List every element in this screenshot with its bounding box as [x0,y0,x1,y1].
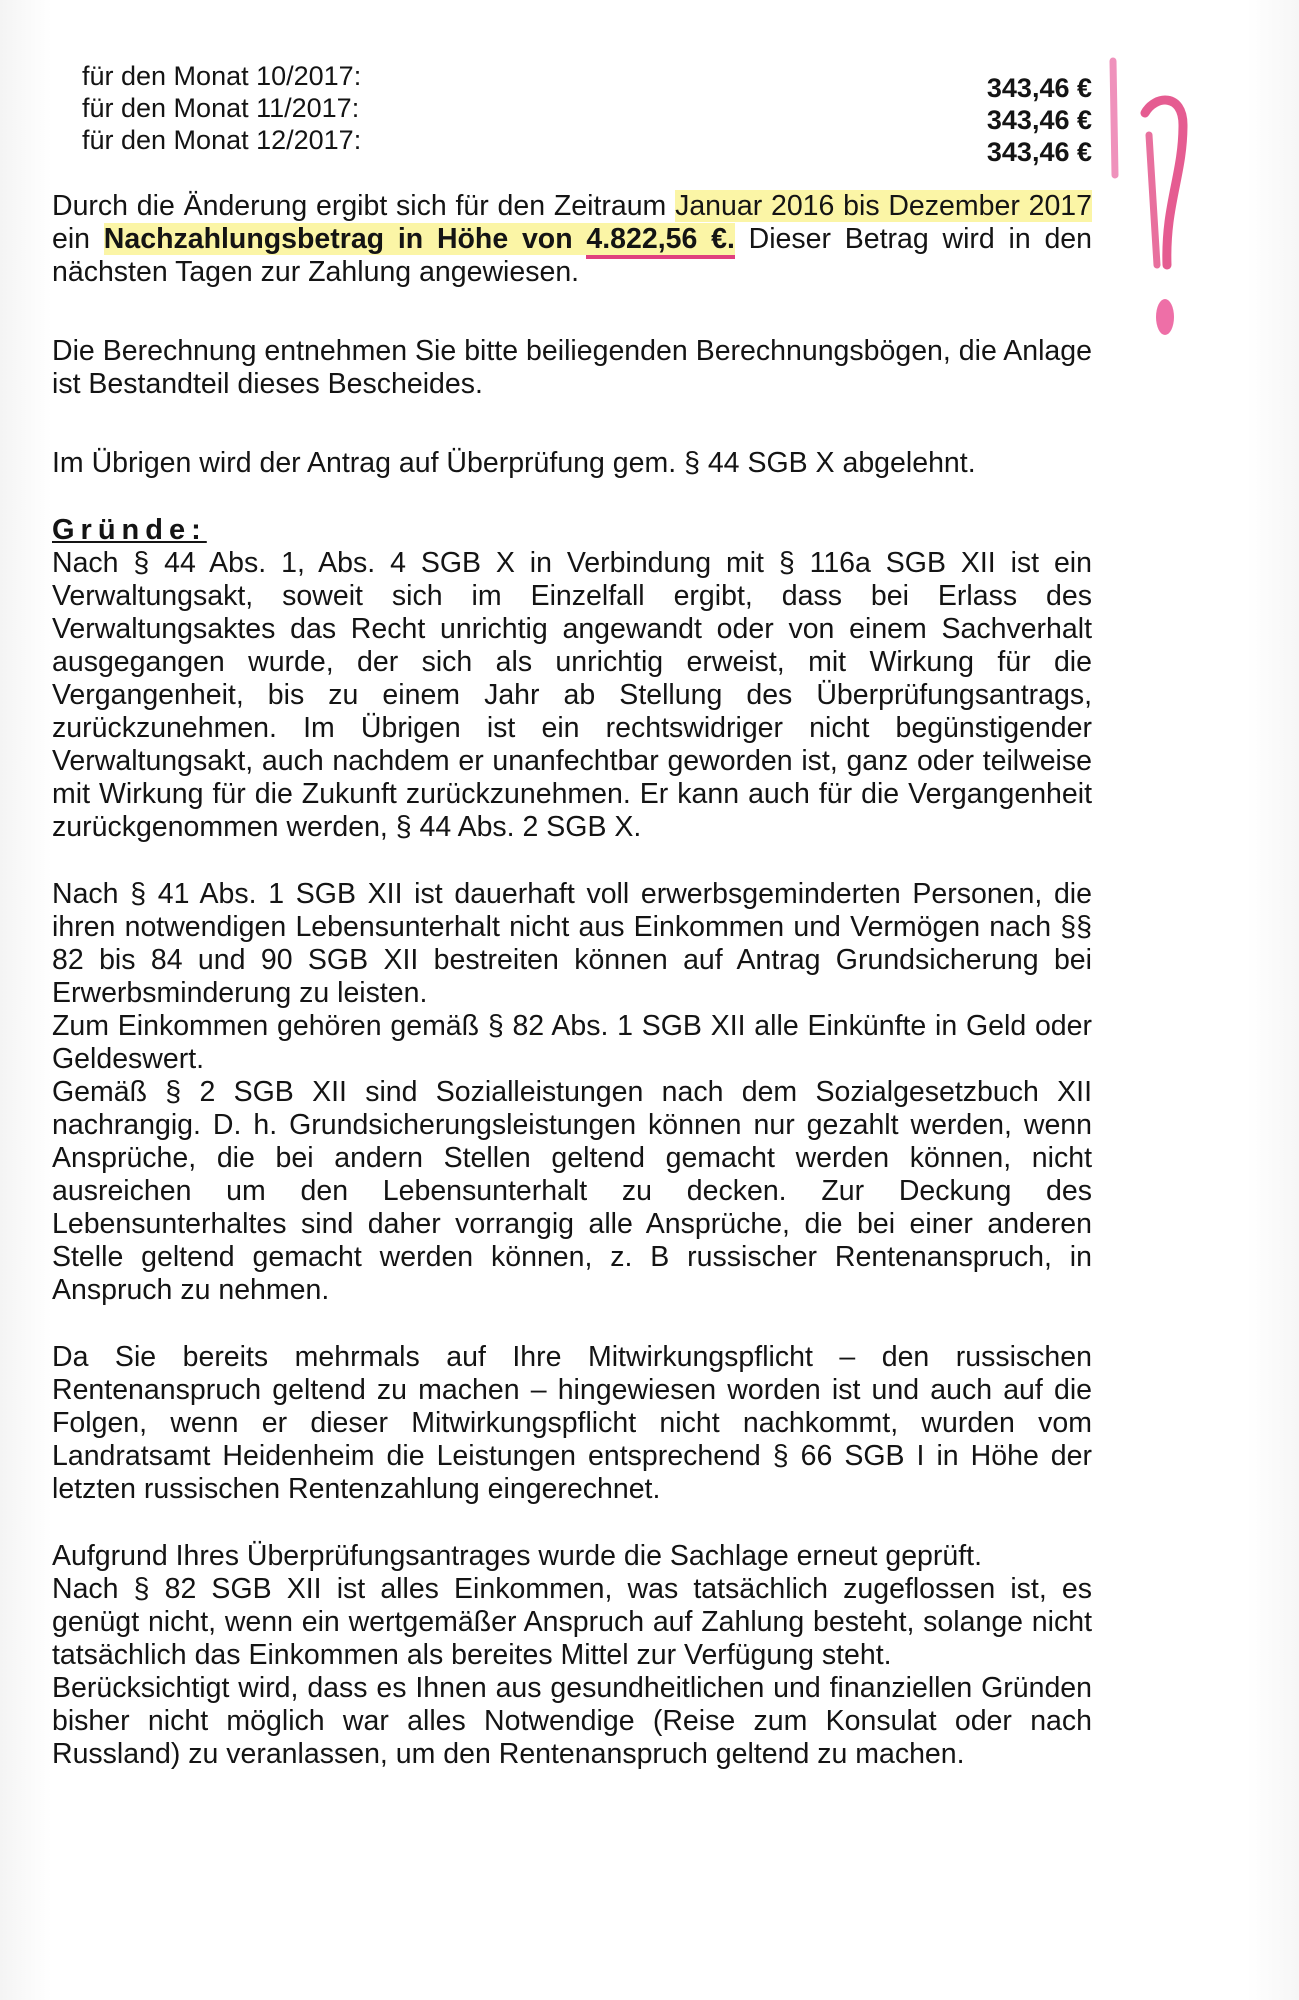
back-payment-paragraph [52,190,1092,289]
month-row [82,92,1092,135]
month-amount: 343,46 € [986,73,1092,103]
back-payment-amount: 4.822,56 €. [586,223,734,259]
reason-paragraph: Nach § 44 Abs. 1, Abs. 4 SGB X in Verbindung mit § 116a SGB XII ist ein Verwaltungsakt, soweit sich im Einzelfall ergibt, dass bei Erlass des Verwaltungsaktes das Recht unrichtig angewandt oder von einem Sachverhalt ausgegangen wurde, der sich als unrichtig erweist, mit Wirkung für die Vergangenheit, bis zu einem Jahr ab Stellung des Überprüfungsantrags, zurückzunehmen. Im Übrigen ist ein rechtswidriger nicht begünstigender Verwaltungsakt, auch nachdem er unanfechtbar geworden ist, ganz oder teilweise mit Wirkung für die Zukunft zurückzunehmen. Er kann auch für die Vergangenheit zurückgenommen werden, § 44 Abs. 2 SGB X. [52,547,1092,843]
summary-outro: Dieser Betrag wird in den nächsten Tagen zur Zahlung angewiesen. [52,223,1092,288]
reason-paragraph: Zum Einkommen gehören gemäß § 82 Abs. 1 SGB XII alle Einkünfte in Geld oder Geldeswert. [52,1010,1092,1075]
month-row [82,60,1092,103]
summary-connector: ein [52,223,104,255]
month-amount: 343,46 € [986,105,1092,135]
reason-paragraph: Aufgrund Ihres Überprüfungsantrages wurde die Sachlage erneut geprüft. [52,1540,983,1572]
month-row [82,124,1092,167]
reason-paragraph: Gemäß § 2 SGB XII sind Sozialleistungen nach dem Sozialgesetzbuch XII nachrangig. D. h. Grundsicherungsleistungen können nur gezahlt werden, wenn Ansprüche, die bei andern Stellen geltend gemacht werden können, nicht ausreichen um den Lebensunterhalt zu decken. Zur Deckung des Lebensunterhaltes sind daher vorrangig alle Ansprüche, die bei einer anderen Stelle geltend gemacht werden können, z. B russischer Rentenanspruch, in Anspruch zu nehmen. [52,1076,1092,1306]
back-payment-label: Nachzahlungsbetrag in Höhe von [103,223,587,255]
month-amount: 343,46 € [986,137,1092,167]
reason-paragraph: Nach § 41 Abs. 1 SGB XII ist dauerhaft voll erwerbsgeminderten Personen, die ihren notwendigen Lebensunterhalt nicht aus Einkommen und Vermögen nach §§ 82 bis 84 und 90 SGB XII bestreiten können auf Antrag Grundsicherung bei Erwerbsminderung zu leisten. [52,878,1092,1009]
rejection-statement: Im Übrigen wird der Antrag auf Überprüfung gem. § 44 SGB X abgelehnt. [52,447,976,479]
month-label: für den Monat 11/2017: [82,93,360,123]
monthly-amounts-table [82,60,1092,167]
reason-paragraph: Da Sie bereits mehrmals auf Ihre Mitwirkungspflicht – den russischen Rentenanspruch geltend zu machen – hingewiesen worden ist und auch auf die Folgen, wenn er dieser Mitwirkungspflicht nicht nachkommt, wurden vom Landratsamt Heidenheim die Leistungen entsprechend § 66 SGB I in Höhe der letzten russischen Rentenzahlung eingerechnet. [52,1341,1092,1505]
month-label: für den Monat 12/2017: [82,125,362,155]
highlighted-period: Januar 2016 bis Dezember 2017 [675,190,1092,222]
reason-paragraph: Nach § 82 SGB XII ist alles Einkommen, was tatsächlich zugeflossen ist, es genügt nicht, wenn ein wertgemäßer Anspruch auf Zahlung besteht, solange nicht tatsächlich das Einkommen als bereites Mittel zur Verfügung steht. [52,1573,1092,1671]
month-label: für den Monat 10/2017: [82,61,362,91]
summary-intro: Durch die Änderung ergibt sich für den Zeitraum [52,190,676,222]
letter-body [52,60,1092,1771]
reasons-heading: Gründe: [52,514,207,546]
reason-paragraph: Berücksichtigt wird, dass es Ihnen aus gesundheitlichen und finanziellen Gründen bisher nicht möglich war alles Notwendige (Reise zum Konsulat oder nach Russland) zu veranlassen, um den Rentenanspruch geltend zu machen. [52,1672,1092,1770]
handwritten-exclamation-icon [1105,55,1195,355]
calculation-note: Die Berechnung entnehmen Sie bitte beiliegenden Berechnungsbögen, die Anlage ist Bestandteil dieses Bescheides. [52,335,1092,400]
